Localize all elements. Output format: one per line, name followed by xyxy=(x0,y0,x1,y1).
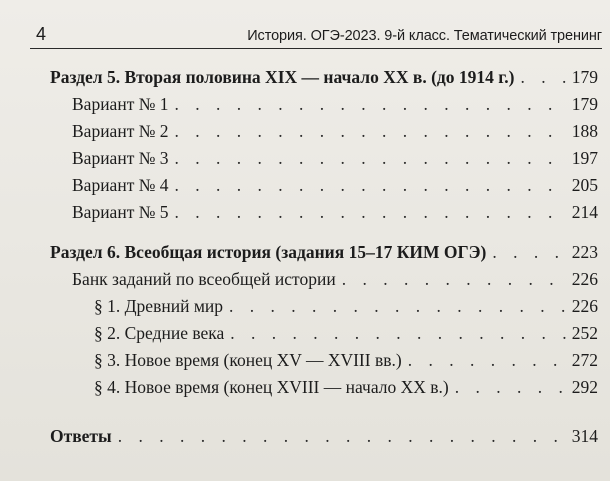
page-number: 4 xyxy=(36,24,47,44)
toc-entry-label: Раздел 5. Вторая половина XIX — начало XX в. (до 1914 г.) xyxy=(50,67,515,87)
toc-entry-task-bank xyxy=(72,269,598,295)
toc-entry-label: § 3. Новое время (конец XV — XVIII вв.) xyxy=(94,350,402,370)
toc-entry-paragraph-3 xyxy=(94,350,598,376)
toc-entry-page: 226 xyxy=(571,269,598,289)
toc-entry-variant-4 xyxy=(72,175,598,201)
toc-entry-label: Банк заданий по всеобщей истории xyxy=(72,269,336,289)
dot-leader xyxy=(175,202,568,223)
running-title: История. ОГЭ-2023. 9-й класс. Тематический тренинг xyxy=(247,28,602,44)
dot-leader xyxy=(118,426,568,447)
dot-leader xyxy=(230,323,567,344)
toc-entry-label: Вариант № 3 xyxy=(72,148,169,168)
toc-entry-label: Вариант № 5 xyxy=(72,202,169,222)
dot-leader xyxy=(408,350,568,371)
toc-entry-variant-5 xyxy=(72,202,598,228)
toc-entry-label: § 4. Новое время (конец XVIII — начало XX в.) xyxy=(94,377,449,397)
toc-entry-label: § 1. Древний мир xyxy=(94,296,224,316)
toc-entry-label: Вариант № 1 xyxy=(72,94,169,114)
toc-entry-page: 179 xyxy=(571,94,598,114)
toc-entry-paragraph-2 xyxy=(94,323,598,349)
toc-entry-page: 272 xyxy=(571,350,598,370)
toc-entry-page: 188 xyxy=(571,121,598,141)
toc-entry-label: Ответы xyxy=(50,426,112,446)
toc-entry-page: 292 xyxy=(571,377,598,397)
toc-entry-page: 179 xyxy=(571,67,598,87)
toc-entry-variant-1 xyxy=(72,94,598,120)
dot-leader xyxy=(175,94,568,115)
toc-entry-label: Вариант № 2 xyxy=(72,121,169,141)
page-header xyxy=(30,22,602,49)
toc-entry-paragraph-4 xyxy=(94,377,598,403)
dot-leader xyxy=(175,148,568,169)
toc-entry-page: 252 xyxy=(571,323,598,343)
toc-entry-page: 226 xyxy=(571,296,598,316)
toc-entry-label: Вариант № 4 xyxy=(72,175,169,195)
dot-leader xyxy=(455,377,568,398)
dot-leader xyxy=(229,296,568,317)
dot-leader xyxy=(342,269,568,290)
toc-entry-page: 214 xyxy=(571,202,598,222)
toc-entry-section-6 xyxy=(50,242,598,268)
toc-entry-paragraph-1 xyxy=(94,296,598,322)
dot-leader xyxy=(492,242,567,263)
toc-entry-variant-2 xyxy=(72,121,598,147)
toc-entry-page: 314 xyxy=(571,426,598,446)
toc-entry-answers xyxy=(50,426,598,452)
toc-entry-section-5 xyxy=(50,67,598,93)
toc-entry-page: 223 xyxy=(571,242,598,262)
dot-leader xyxy=(520,67,567,88)
toc-entry-page: 197 xyxy=(571,148,598,168)
toc-entry-page: 205 xyxy=(571,175,598,195)
toc-entry-label: Раздел 6. Всеобщая история (задания 15–17 КИМ ОГЭ) xyxy=(50,242,487,262)
toc-entry-label: § 2. Средние века xyxy=(94,323,225,343)
toc-entry-variant-3 xyxy=(72,148,598,174)
dot-leader xyxy=(175,121,568,142)
dot-leader xyxy=(175,175,568,196)
